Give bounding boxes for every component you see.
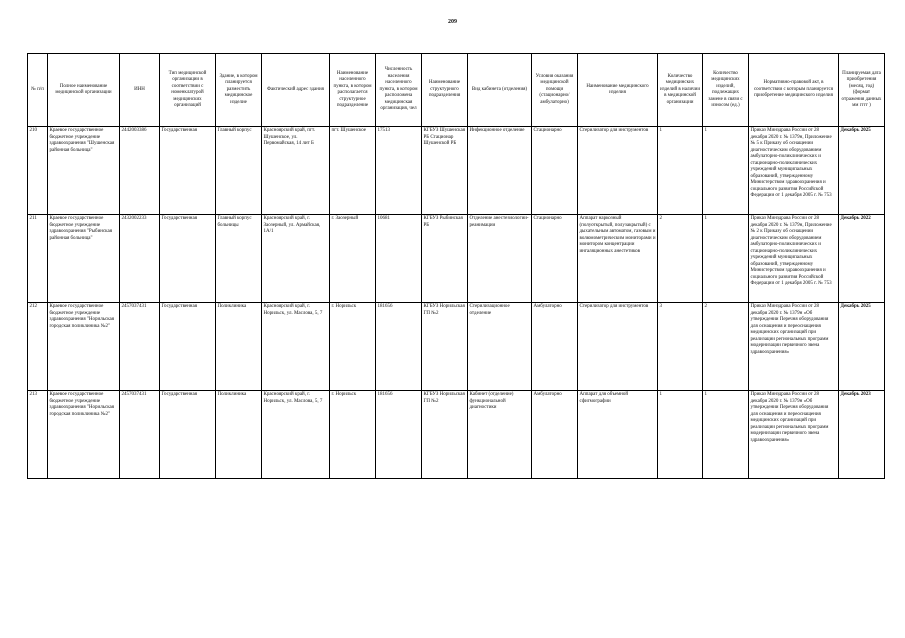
cell-device: Аппарат наркозный (полуоткрытый, полузакрытый) с дыхательным автоматом, газовым и волюмометрическим мониторами и монитором концентрации ингаляционных анестетиков — [578, 215, 658, 303]
header-population: Численность населения населенного пункта, в котором расположена медицинская организация, чел — [376, 54, 422, 127]
header-settlement: Наименование населенного пункта, в котором располагается структурное подразделение — [330, 54, 376, 127]
cell-date: Декабрь 2022 — [839, 215, 885, 303]
cell-num: 210 — [28, 127, 48, 215]
cell-division: КГБУЗ Рыбинская РБ — [422, 215, 468, 303]
table-row — [28, 303, 885, 391]
header-inn: ИНН — [120, 54, 160, 127]
cell-building: Главный корпус больницы — [216, 215, 262, 303]
cell-population: 181656 — [376, 391, 422, 479]
cell-population: 181656 — [376, 303, 422, 391]
cell-population: 17513 — [376, 127, 422, 215]
cell-qty-available: 3 — [658, 303, 703, 391]
header-num: № п/п — [28, 54, 48, 127]
header-cabinet: Вид кабинета (отделения) — [468, 54, 532, 127]
cell-qty-available: 2 — [658, 215, 703, 303]
cell-type: Государственная — [160, 391, 216, 479]
cell-qty-replace: 2 — [703, 303, 749, 391]
cell-device: Стерилизатор для инструментов — [578, 127, 658, 215]
cell-population: 10681 — [376, 215, 422, 303]
table-row — [28, 391, 885, 479]
cell-building: Главный корпус — [216, 127, 262, 215]
cell-type: Государственная — [160, 127, 216, 215]
cell-building: Поликлиника — [216, 391, 262, 479]
cell-division: КГБУЗ Шушенская РБ Стационар Шушенской РБ — [422, 127, 468, 215]
header-building: Здание, в котором планируется разместить медицинское изделие — [216, 54, 262, 127]
header-org: Полное наименование медицинской организации — [48, 54, 120, 127]
equipment-table — [27, 53, 885, 479]
cell-cabinet: Отделение анестезиологии-реанимации — [468, 215, 532, 303]
cell-settlement: пгт. Шушенское — [330, 127, 376, 215]
cell-settlement: г. Норильск — [330, 391, 376, 479]
cell-num: 212 — [28, 303, 48, 391]
cell-conditions: Амбулаторно — [532, 391, 578, 479]
cell-act: Приказ Минздрава России от 28 декабря 2020 г. № 1379н, Приложение № 2 к Приказу об оснащении диагностическим оборудованием амбулаторно-поликлинических и стационарно-поликлинических учреждений муниципальных образований, утвержденному Министерством здравоохранения и социального развития Российской Федерации от 1 декабря 2005 г. № 753 — [749, 215, 839, 303]
cell-org: Краевое государственное бюджетное учреждение здравоохранения "Шушенская районная больница" — [48, 127, 120, 215]
cell-address: Красноярский край, пгт. Шушенское, ул. Первомайская, 14 лит Б — [262, 127, 330, 215]
cell-qty-available: 1 — [658, 391, 703, 479]
cell-settlement: г. Норильск — [330, 303, 376, 391]
cell-date: Декабрь 2025 — [839, 127, 885, 215]
cell-address: Красноярский край, г. Норильск, ул. Маслова, 5, 7 — [262, 303, 330, 391]
cell-device: Аппарат для объемной сфигмографии — [578, 391, 658, 479]
cell-act: Приказ Минздрава России от 28 декабря 2020 г. № 1379н, Приложение № 5 к Приказу об оснащении диагностическим оборудованием амбулаторно-поликлинических и стационарно-поликлинических учреждений муниципальных образований, утвержденному Министерством здравоохранения и социального развития Российской Федерации от 1 декабря 2005 г. № 753 — [749, 127, 839, 215]
cell-inn: 2457037431 — [120, 391, 160, 479]
cell-org: Краевое государственное бюджетное учреждение здравоохранения "Норильская городская поликлиника №2" — [48, 391, 120, 479]
cell-date: Декабрь 2025 — [839, 303, 885, 391]
cell-act: Приказ Минздрава России от 28 декабря 2020 г. № 1379н «Об утверждении Перечня оборудования для оснащения и переоснащения медицинских организаций при реализации региональных программ модернизации первичного звена здравоохранения» — [749, 391, 839, 479]
cell-address: Красноярский край, г. Заозерный, ул. Армайская, 1А/1 — [262, 215, 330, 303]
cell-cabinet: Кабинет (отделение) функциональной диагностики — [468, 391, 532, 479]
cell-cabinet: Инфекционное отделение — [468, 127, 532, 215]
cell-act: Приказ Минздрава России от 28 декабря 2020 г. № 1379н «Об утверждении Перечня оборудования для оснащения и переоснащения медицинских организаций при реализации региональных программ модернизации первичного звена здравоохранения» — [749, 303, 839, 391]
cell-inn: 2457037431 — [120, 303, 160, 391]
header-act: Нормативно-правовой акт, в соответствии с которым планируется приобретение медицинского изделия — [749, 54, 839, 127]
header-division: Наименование структурного подразделения — [422, 54, 468, 127]
header-conditions: Условия оказания медицинской помощи (стационарно/ амбулаторно) — [532, 54, 578, 127]
cell-type: Государственная — [160, 215, 216, 303]
cell-settlement: г. Заозерный — [330, 215, 376, 303]
cell-building: Поликлиника — [216, 303, 262, 391]
cell-address: Красноярский край, г. Норильск, ул. Маслова, 5, 7 — [262, 391, 330, 479]
table-header-row — [28, 54, 885, 127]
header-qty-replace: Количество медицинских изделий, подлежащих замене в связи с износом (ед.) — [703, 54, 749, 127]
cell-device: Стерилизатор для инструментов — [578, 303, 658, 391]
page-number: 209 — [448, 19, 457, 25]
cell-division: КГБУЗ Норильская ГП №2 — [422, 391, 468, 479]
header-device: Наименование медицинского изделия — [578, 54, 658, 127]
table-row — [28, 215, 885, 303]
header-address: Фактический адрес здания — [262, 54, 330, 127]
header-date: Планируемая дата приобретения (месяц, год) (формат отражения данных мм гггг ) — [839, 54, 885, 127]
cell-num: 213 — [28, 391, 48, 479]
cell-type: Государственная — [160, 303, 216, 391]
cell-qty-replace: 1 — [703, 215, 749, 303]
cell-date: Декабрь 2023 — [839, 391, 885, 479]
cell-qty-replace: 1 — [703, 391, 749, 479]
cell-org: Краевое государственное бюджетное учреждение здравоохранения "Норильская городская поликлиника №2" — [48, 303, 120, 391]
cell-conditions: Амбулаторно — [532, 303, 578, 391]
table-row — [28, 127, 885, 215]
cell-inn: 2432002233 — [120, 215, 160, 303]
header-qty-available: Количество медицинских изделий в наличии в медицинской организации — [658, 54, 703, 127]
cell-qty-replace: 1 — [703, 127, 749, 215]
cell-qty-available: 1 — [658, 127, 703, 215]
cell-cabinet: Стерилизационное отделение — [468, 303, 532, 391]
cell-org: Краевое государственное бюджетное учреждение здравоохранения "Рыбинская районная больница" — [48, 215, 120, 303]
cell-conditions: Стационарно — [532, 127, 578, 215]
header-type: Тип медицинской организации в соответствии с номенклатурой медицинских организаций — [160, 54, 216, 127]
cell-division: КГБУЗ Норильская ГП №2 — [422, 303, 468, 391]
cell-inn: 2442003386 — [120, 127, 160, 215]
cell-conditions: Стационарно — [532, 215, 578, 303]
cell-num: 211 — [28, 215, 48, 303]
